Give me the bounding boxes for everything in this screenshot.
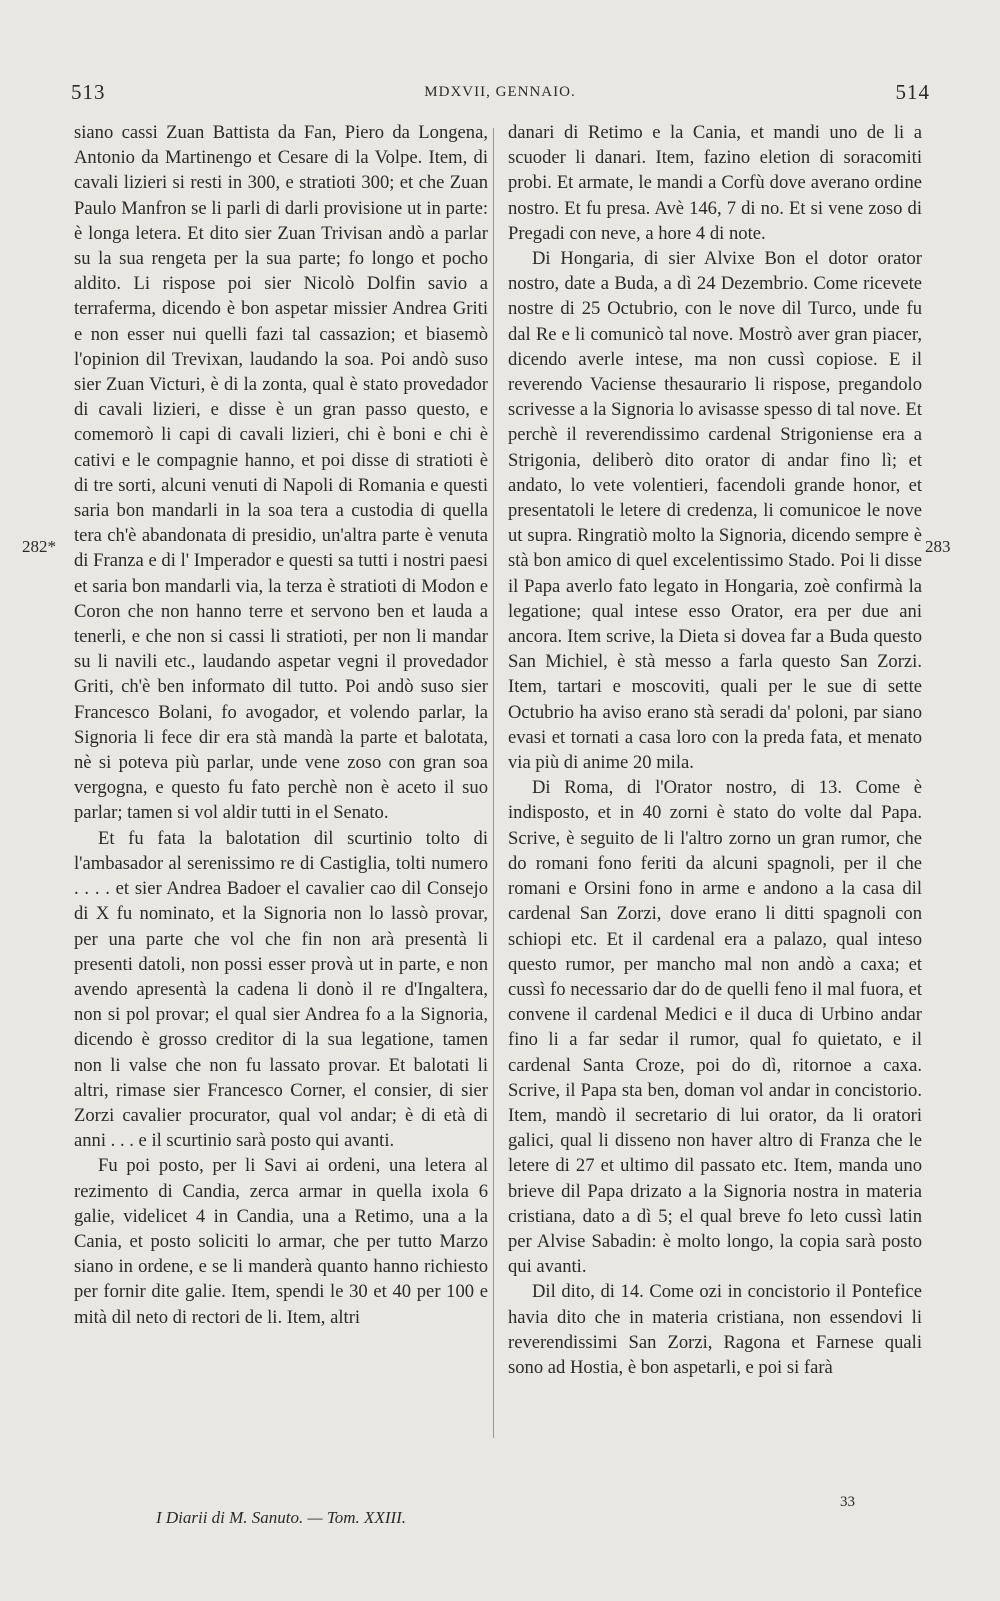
left-margin-note: 282* xyxy=(22,537,56,556)
right-paragraph-1: danari di Retimo e la Cania, et mandi uno de li a scuoder li danari. Item, fazino eletion di soracomiti probi. Et armate, le mandi a Corfù dove averano ordine nostro. Et fu presa. Avè 146, 7 di no. Et si vene zoso di Pregadi con neve, a hore 4 di note. xyxy=(508,122,922,244)
right-margin-note: 283 xyxy=(925,537,951,556)
left-paragraph-2: Et fu fata la balotation dil scurtinio tolto di l'ambasador al serenissimo re di Castiglia, tolti numero . . . . et sier Andrea Badoer el cavalier cao dil Consejo di X fu nominato, et la Signoria non lo lassò provar, per una parte che vol che fin non arà presentà li presenti datoli, non possi esser provà ut in parte, e non avendo apresentà la cadena li donò il re d'Ingaltera, non si pol provar; el qual sier Andrea fo a la Signoria, dicendo è grosso creditor di la sua legatione, tamen non li valse che non fu lassato provar. Et balotati li altri, rimase sier Francesco Corner, el consier, di sier Zorzi cavalier procurator, qual vol andar; è di età di anni . . . e il scurtinio sarà posto qui avanti. xyxy=(74,827,488,1152)
right-paragraph-4: Dil dito, di 14. Come ozi in concistorio il Pontefice havia dito che in materia cristiana, non essendovi li reverendissimi San Zorzi, Ragona et Farnese quali sono ad Hostia, è bon aspetarli, e poi si farà xyxy=(508,1281,922,1378)
right-page-number: 514 xyxy=(895,80,930,104)
signature-mark: 33 xyxy=(840,1494,855,1510)
left-page-number: 513 xyxy=(71,80,106,104)
left-paragraph-1: siano cassi Zuan Battista da Fan, Piero da Longena, Antonio da Martinengo et Cesare di la Volpe. Item, di cavali lizieri si resti in 300, e stratioti 300; et che Zuan Paulo Manfron se li parli di darli provisione ut in parte: è longa letera. Et dito sier Zuan Trivisan andò a parlar su la sua rengeta per la sua parte; fo longo et pocho aldito. Li rispose poi sier Nicolò Dolfin savio a terraferma, dicendo è bon aspetar missier Andrea Griti e non esser nui quelli fazi tal cassazion; et biasemò l'opinion dil Trevixan, laudando la soa. Poi andò suso sier Zuan Victuri, è di la zonta, qual è stato provedador di cavali lizieri, e disse è un gran passo questo, e comemorò li capi di cavali lizieri, chi è boni e chi è cativi e le compagnie hanno, et poi disse di stratioti è di tre sorti, alcuni venuti di Napoli di Romania e questi saria bon mandarli in la soa tera a custodia di quella tera ch'è abandonata di presidio, un'altra parte è venuta di Franza e di l' Imperador e questi sa tutti i nostri paesi et saria bon mandarli via, la terza è stratioti di Modon e Coron che non hanno terre et servono ben et lauda a tenerli, e che non si cassi li stratioti, per non li mandar su li navili etc., laudando aspetar vegni il provedador Griti, ch'è ben informato dil tutto. Poi andò suso sier Francesco Bolani, fo avogador, et volendo parlar, la Signoria li fece dir era stà mandà la parte et balotata, nè si poteva più parlar, unde vene zoso con gran soa vergogna, e questo fu fato perchè non è aceto il suo parlar; tamen si vol aldir tutti in el Senato. xyxy=(74,122,488,824)
right-paragraph-3: Di Roma, di l'Orator nostro, di 13. Come è indisposto, et in 40 zorni è stato do volte dal Papa. Scrive, è seguito de li l'altro zorno un gran rumor, che do romani fono feriti da alcuni spagnoli, per il che romani e Orsini fono in arme e andono a la casa dil cardenal San Zorzi, dove erano li ditti spagnoli con schiopi etc. Et il cardenal era a palazo, qual inteso questo rumor, per mancho mal non andò a caxa; et cussì fo necessario dar do de quelli feno il mal fuora, et convene il cardenal Medici e il duca di Urbino andar fino li a far sedar il rumor, qual fo quietato, e il cardenal Santa Croze, poi do dì, ritornoe a caxa. Scrive, il Papa sta ben, doman vol andar in concistorio. Item, mandò il secretario di lui orator, da li oratori galici, qual li disseno non haver altro di Franza che le letere di 27 et ultimo dil passato etc. Item, manda uno brieve dil Papa drizato a la Signoria nostra in materia cristiana, dato a dì 5; el qual breve fo leto cussì latin per Alvise Sabadin: è molto longo, la copia sarà posto qui avanti. xyxy=(508,777,922,1278)
running-title: MDXVII, GENNAIO. xyxy=(424,84,576,100)
left-column xyxy=(74,120,488,1330)
right-paragraph-2: Di Hongaria, di sier Alvixe Bon el dotor orator nostro, date a Buda, a dì 24 Dezembrio. Come ricevete nostre di 25 Octubrio, con le nove dil Turco, unde fu dal Re e li comunicò tal nove. Mostrò aver gran piacer, dicendo averle intese, ma non cussì copiose. E il reverendo Vaciense thesaurario li rispose, pregandolo scrivesse a la Signoria lo avisasse spesso di tal nove. Et perchè il reverendissimo cardenal Strigoniense era a Strigonia, deliberò dito orator di andar fino lì; et andato, lo vete volentieri, facendoli grande honor, et presentatoli le letere di credenza, li comunicoe le nove ut supra. Ringratiò molto la Signoria, dicendo sempre è stà bon amico di quel excelentissimo Stado. Poi li disse il Papa averlo fato legato in Hongaria, zoè confirmà la legatione; qual intese esso Orator, era per due ani ancora. Item scrive, la Dieta si dovea far a Buda questo San Michiel, è stà messo a farla questo San Zorzi. Item, tartari e moscoviti, quali per le sue di sette Octubrio ha aviso erano stà seradi da' poloni, par siano evasi et tornati a casa loro con la preda fata, et menato via più di anime 20 mila. xyxy=(508,248,922,774)
left-paragraph-3: Fu poi posto, per li Savi ai ordeni, una letera al rezimento di Candia, zerca armar in quella ixola 6 galie, videlicet 4 in Candia, una a Retimo, una a la Cania, et posto soliciti lo armar, che per tutto Marzo siano in ordene, e se li manderà quanto hanno richiesto per fornir dite galie. Item, spendi le 30 et 40 per 100 e mità dil neto di rectori de li. Item, altri xyxy=(74,1155,488,1328)
right-column xyxy=(508,120,922,1380)
column-divider xyxy=(493,128,494,1438)
footer-credit: I Diarii di M. Sanuto. — Tom. XXIII. xyxy=(155,1508,407,1527)
running-header xyxy=(0,80,1000,110)
